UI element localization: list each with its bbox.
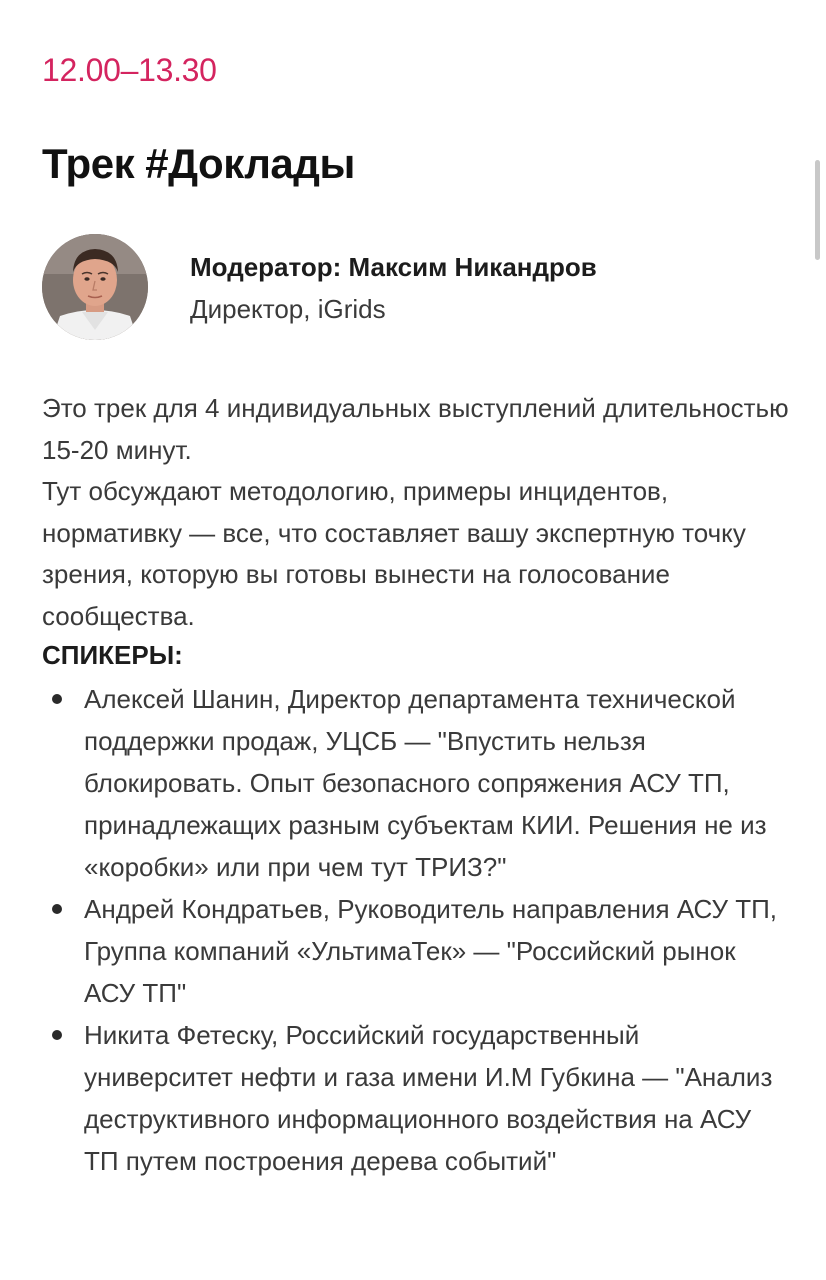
bullet-icon (52, 1030, 62, 1040)
track-description (42, 388, 802, 638)
track-title: Трек #Доклады (42, 140, 355, 187)
moderator-role: Директор, iGrids (190, 294, 386, 324)
description-paragraph: Это трек для 4 индивидуальных выступлений длительностью 15-20 минут. (42, 393, 789, 465)
speaker-list (42, 678, 792, 1182)
moderator-card (42, 234, 782, 344)
avatar (42, 234, 148, 340)
bullet-icon (52, 694, 62, 704)
speaker-item (42, 678, 792, 888)
speaker-text: Никита Фетеску, Российский государственный университет нефти и газа имени И.М Губкина — "Анализ деструктивного информационного воздействия на АСУ ТП путем построения дерева событий" (84, 1020, 773, 1176)
speaker-item (42, 1014, 792, 1182)
bullet-icon (52, 904, 62, 914)
moderator-photo (42, 234, 148, 340)
session-time: 12.00–13.30 (42, 52, 217, 88)
description-paragraph: Тут обсуждают методологию, примеры инцидентов, нормативку — все, что составляет вашу экспертную точку зрения, которую вы готовы вынести на голосование сообщества. (42, 476, 746, 631)
speaker-item (42, 888, 792, 1014)
speakers-heading: СПИКЕРЫ: (42, 640, 183, 670)
speaker-text: Андрей Кондратьев, Руководитель направления АСУ ТП, Группа компаний «УльтимаТек» — "Российский рынок АСУ ТП" (84, 894, 777, 1008)
moderator-name: Модератор: Максим Никандров (190, 252, 597, 282)
speaker-text: Алексей Шанин, Директор департамента технической поддержки продаж, УЦСБ — "Впустить нельзя блокировать. Опыт безопасного сопряжения АСУ ТП, принадлежащих разным субъектам КИИ. Решения не из «коробки» или при чем тут ТРИЗ?" (84, 684, 767, 882)
scrollbar[interactable] (815, 160, 820, 260)
